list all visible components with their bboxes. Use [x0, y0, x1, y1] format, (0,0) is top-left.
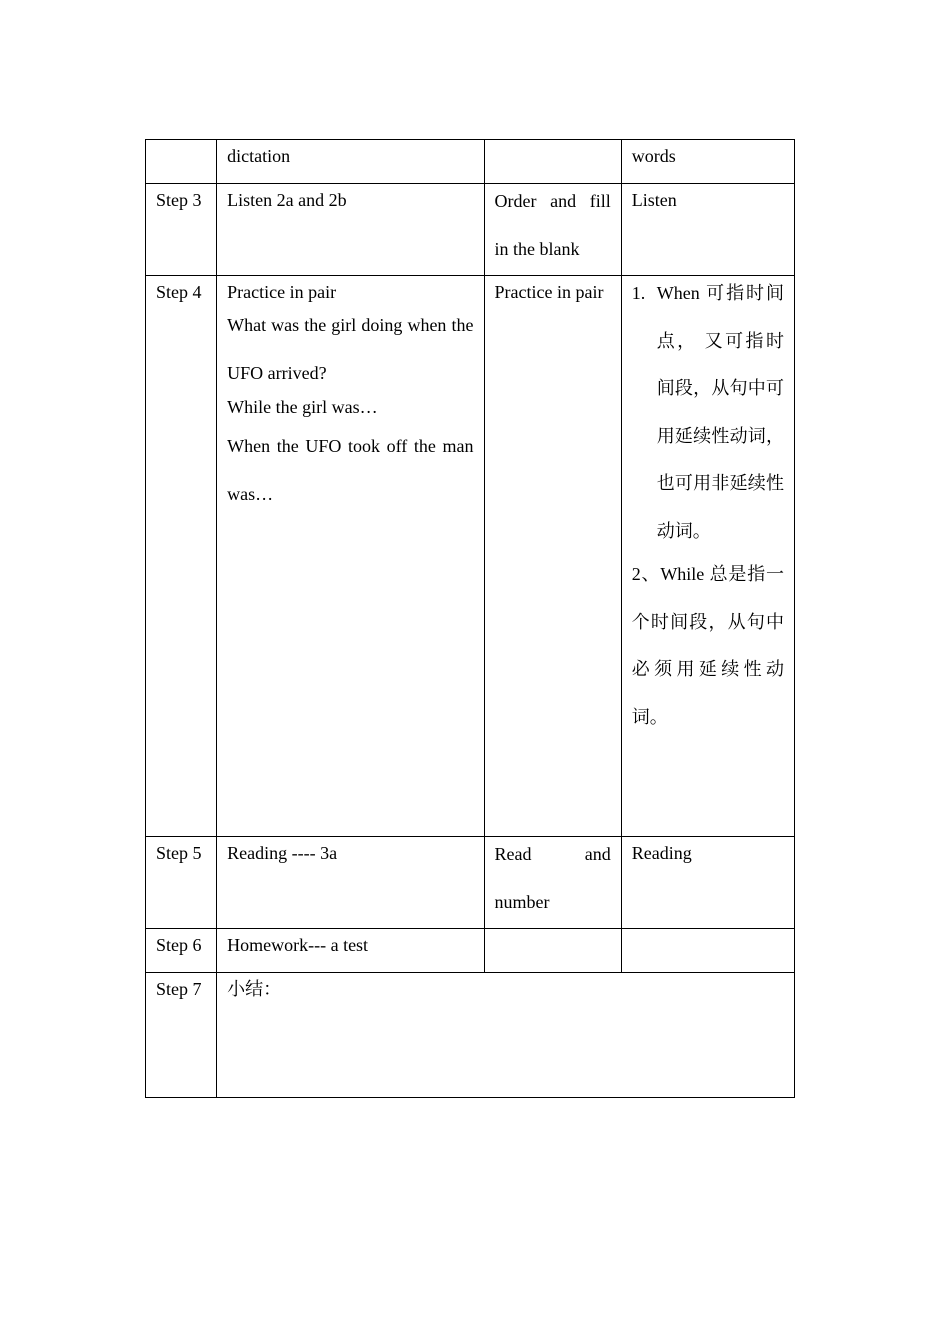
note-item-text: When 可指时间点， 又可指时间段，从句中可用延续性动词，也可用非延续性动词。: [656, 283, 784, 541]
note-cell: words: [621, 140, 794, 184]
table-row: [146, 140, 795, 184]
step-cell: Step 6: [146, 929, 217, 973]
note-item-2: 2、While 总是指一个时间段，从句中必须用延续性动词。: [631, 564, 784, 727]
table-row: [146, 973, 795, 1098]
task-cell: [484, 929, 621, 973]
note-cell: Reading: [621, 837, 794, 929]
step-cell: Step 3: [146, 184, 217, 276]
table-row: [146, 929, 795, 973]
lesson-plan-table: [145, 139, 795, 1098]
activity-line: What was the girl doing when the UFO arrived?: [227, 315, 474, 383]
activity-cell: dictation: [217, 140, 484, 184]
table-row: [146, 837, 795, 929]
activity-cell: [217, 276, 484, 837]
note-cell: Listen: [621, 184, 794, 276]
activity-cell: Reading ---- 3a: [217, 837, 484, 929]
step-cell: Step 5: [146, 837, 217, 929]
activity-line: When the UFO took off the man was…: [227, 436, 474, 504]
note-cell: [621, 276, 794, 837]
task-cell: Practice in pair: [484, 276, 621, 837]
activity-cell: Listen 2a and 2b: [217, 184, 484, 276]
step-cell: Step 7: [146, 973, 217, 1098]
step-cell: [146, 140, 217, 184]
task-cell: Read and number: [484, 837, 621, 929]
note-cell: [621, 929, 794, 973]
table-row: [146, 276, 795, 837]
activity-line: Practice in pair: [227, 282, 337, 302]
task-cell: Order and fill in the blank: [484, 184, 621, 276]
activity-line: While the girl was…: [227, 397, 378, 417]
summary-cell: 小结：: [217, 973, 795, 1098]
note-item-1: [624, 270, 784, 555]
step-cell: Step 4: [146, 276, 217, 837]
table-row: [146, 184, 795, 276]
note-item-number: 1.: [631, 283, 646, 303]
activity-cell: Homework--- a test: [217, 929, 484, 973]
